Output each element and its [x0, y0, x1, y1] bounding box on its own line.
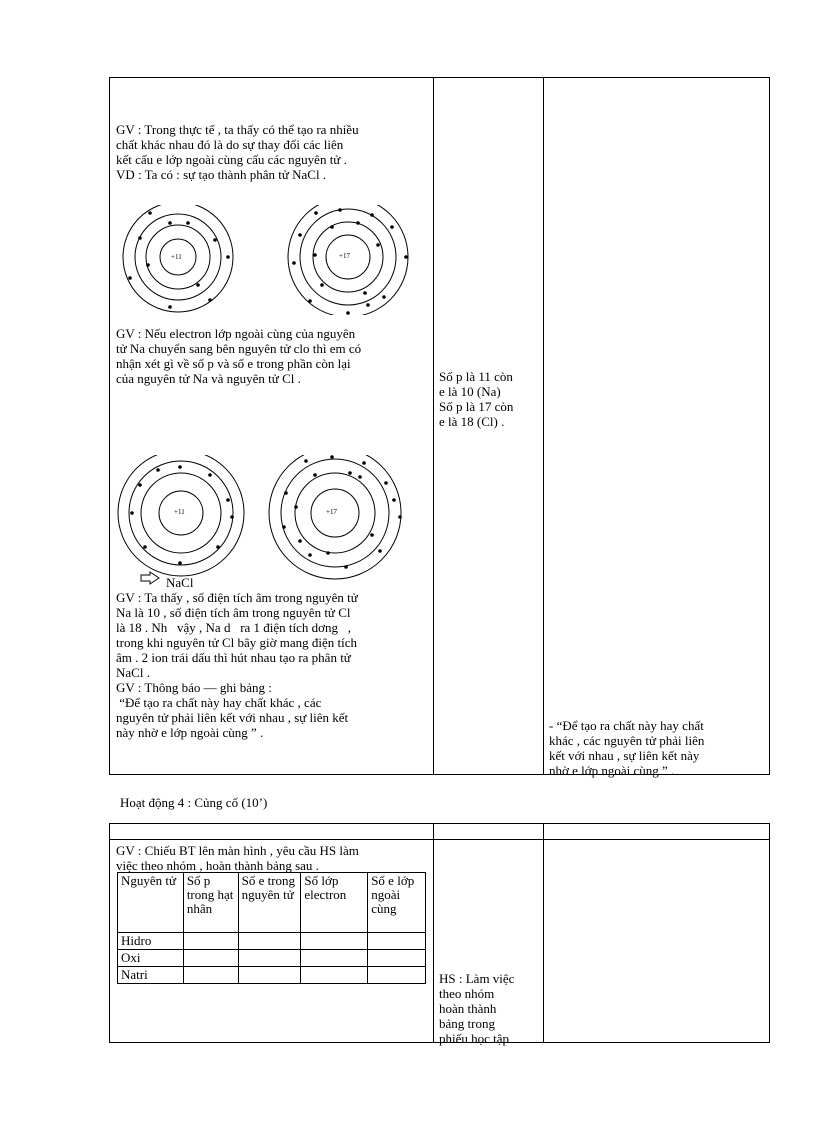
empty-cell[interactable] — [238, 967, 301, 984]
row-label-natri: Natri — [118, 967, 184, 984]
table-row — [118, 967, 426, 984]
student-groupwork-text: HS : Làm việc theo nhóm hoàn thành bảng trong phiếu học tập — [439, 971, 515, 1046]
activity-heading: Hoạt động 4 : Củng cố (10’) — [120, 795, 268, 810]
empty-cell[interactable] — [368, 967, 426, 984]
cl-atom-before — [288, 205, 408, 315]
exercise-table — [117, 872, 426, 984]
teacher-question-text: GV : Nếu electron lớp ngoài cùng của nguyên tử Na chuyển sang bên nguyên tử clo thì em có nhận xét gì về số p và số e trong phần còn lại của nguyên tử Na và nguyên tử Cl . — [116, 326, 362, 386]
header-cell-atom: Nguyên tử — [118, 873, 184, 933]
empty-cell[interactable] — [238, 950, 301, 967]
empty-cell[interactable] — [238, 933, 301, 950]
student-answer-text: Số p là 11 còn e là 10 (Na) Số p là 17 còn e là 18 (Cl) . — [439, 369, 514, 429]
empty-cell[interactable] — [301, 933, 368, 950]
na-nucleus-label: +11 — [171, 253, 182, 261]
na-atom-after — [118, 455, 244, 576]
header-cell-protons: Số p trong hạt nhân — [183, 873, 238, 933]
cl-atom-after — [269, 455, 402, 579]
empty-cell[interactable] — [183, 933, 238, 950]
na-atom-before — [123, 205, 233, 312]
exercise-instruction-text: GV : Chiếu BT lên màn hình , yêu cầu HS làm việc theo nhóm , hoàn thành bảng sau . — [116, 843, 359, 873]
empty-cell[interactable] — [368, 950, 426, 967]
arrow-right-icon — [140, 571, 162, 585]
empty-cell[interactable] — [301, 967, 368, 984]
empty-cell[interactable] — [183, 950, 238, 967]
empty-cell[interactable] — [183, 967, 238, 984]
empty-cell[interactable] — [368, 933, 426, 950]
teacher-intro-text: GV : Trong thực tế , ta thấy có thể tạo ra nhiều chất khác nhau đó là do sự thay đổi các liên kết cấu e lớp ngoài cùng cấu các nguyên tử . VD : Ta có : sự tạo thành phân tử NaCl . — [116, 122, 359, 182]
atom-diagrams-after — [110, 455, 430, 585]
cl-nucleus-label: +17 — [339, 252, 350, 260]
table-row — [118, 933, 426, 950]
exercise-header-row — [118, 873, 426, 933]
cl-ion-nucleus-label: +17 — [326, 508, 337, 516]
na-ion-nucleus-label: +11 — [174, 508, 185, 516]
nacl-label: NaCl — [166, 575, 194, 590]
teacher-explanation-text: GV : Ta thấy , số điện tích âm trong nguyên tử Na là 10 , số điện tích âm trong nguyên tử Cl là 18 . Nh vậy , Na d ra 1 điện tích dơng , trong khi nguyên tử Cl bây giờ mang điện tích âm . 2 ion trái dấu thì hút nhau tạo ra phân tử NaCl . GV : Thông báo — ghi bảng : “Để tạo ra chất này hay chất khác , các nguyên tử phải liên kết với nhau , sự liên kết này nhờ e lớp ngoài cùng ” . — [116, 590, 358, 740]
board-note-text: - “Để tạo ra chất này hay chất khác , các nguyên tử phải liên kết với nhau , sự liên kết này nhờ e lớp ngoài cùng ” . — [549, 718, 705, 778]
header-cell-electrons: Số e trong nguyên tử — [238, 873, 301, 933]
atom-diagrams-before — [110, 205, 430, 315]
empty-cell[interactable] — [301, 950, 368, 967]
header-cell-outer-electrons: Số e lớp ngoài cùng — [368, 873, 426, 933]
header-cell-shells: Số lớp electron — [301, 873, 368, 933]
row-label-oxi: Oxi — [118, 950, 184, 967]
row-label-hidro: Hidro — [118, 933, 184, 950]
table-row — [118, 950, 426, 967]
